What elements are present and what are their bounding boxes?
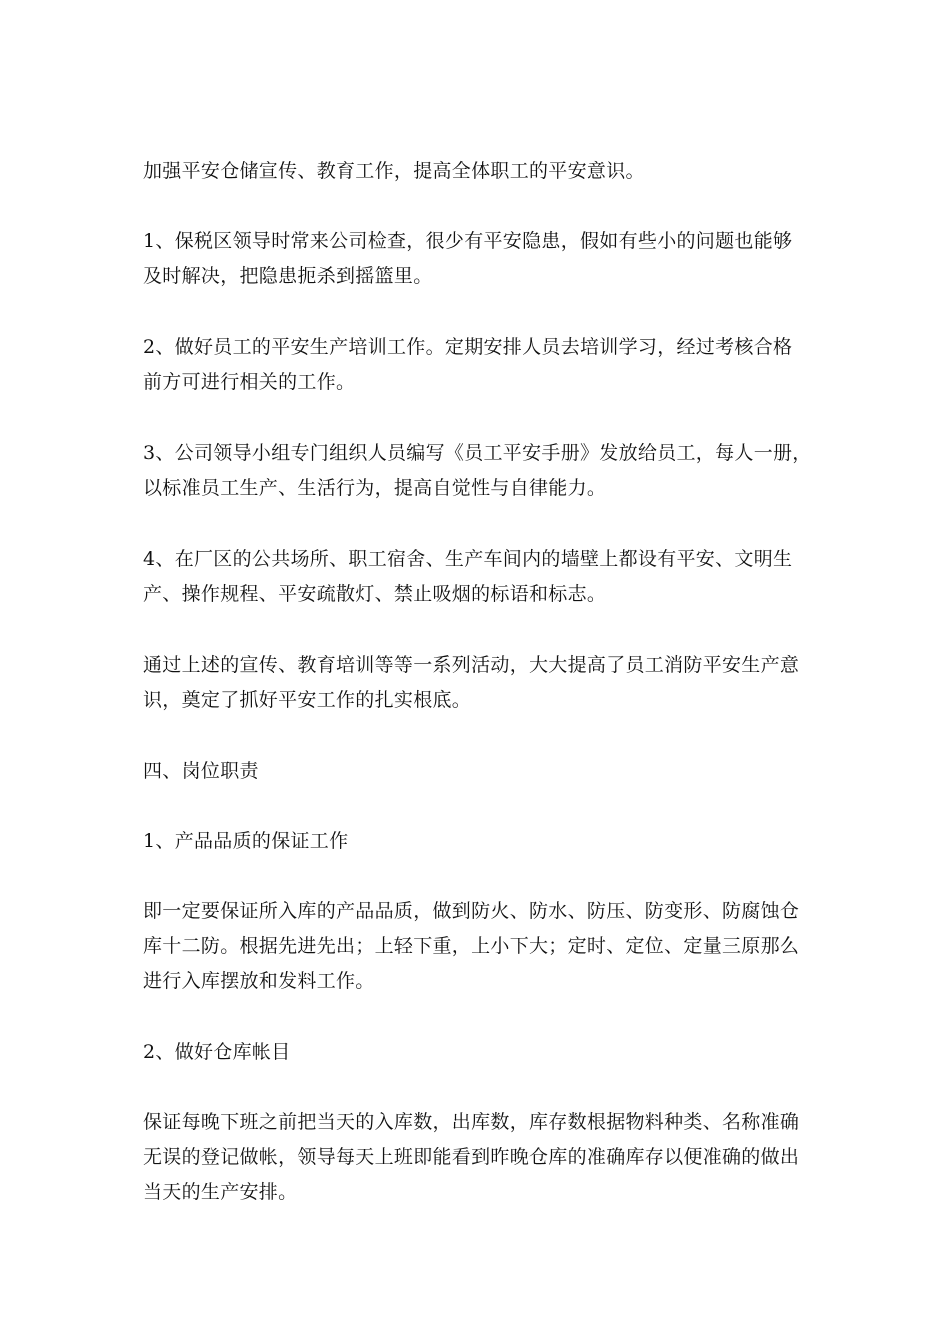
text-line: 即一定要保证所入库的产品品质，做到防火、防水、防压、防变形、防腐蚀仓 [143,900,800,922]
subheading-accounts [143,1035,815,1070]
text-line: 进行入库摆放和发料工作。 [143,970,375,992]
text-line: 前方可进行相关的工作。 [143,371,356,393]
text-line: 2、做好员工的平安生产培训工作。定期安排人员去培训学习，经过考核合格 [143,336,793,358]
text-line: 当天的生产安排。 [143,1181,298,1203]
text-line: 4、在厂区的公共场所、职工宿舍、生产车间内的墙壁上都设有平安、文明生 [143,548,793,570]
paragraph-item-2 [143,330,815,400]
text-line: 四、岗位职责 [143,760,259,782]
section-heading-duties [143,754,815,789]
text-line: 识，奠定了抓好平安工作的扎实根底。 [143,689,472,711]
text-line: 加强平安仓储宣传、教育工作，提高全体职工的平安意识。 [143,160,645,182]
paragraph-item-1 [143,224,815,294]
paragraph-quality-detail [143,894,815,999]
text-line: 3、公司领导小组专门组织人员编写《员工平安手册》发放给员工，每人一册， [143,442,812,464]
text-line: 2、做好仓库帐目 [143,1041,291,1063]
paragraph-item-3 [143,436,815,506]
subheading-quality [143,824,815,859]
text-line: 及时解决，把隐患扼杀到摇篮里。 [143,265,433,287]
paragraph-summary [143,648,815,718]
paragraph-safety-intro [143,154,815,189]
text-line: 库十二防。根据先进先出；上轻下重，上小下大；定时、定位、定量三原那么 [143,935,800,957]
paragraph-accounts-detail [143,1105,815,1210]
text-line: 产、操作规程、平安疏散灯、禁止吸烟的标语和标志。 [143,583,607,605]
text-line: 通过上述的宣传、教育培训等等一系列活动，大大提高了员工消防平安生产意 [143,654,800,676]
text-line: 以标准员工生产、生活行为，提高自觉性与自律能力。 [143,477,607,499]
text-line: 无误的登记做帐，领导每天上班即能看到昨晚仓库的准确库存以便准确的做出 [143,1146,800,1168]
paragraph-item-4 [143,542,815,612]
text-line: 1、保税区领导时常来公司检查，很少有平安隐患，假如有些小的问题也能够 [143,230,793,252]
text-line: 保证每晚下班之前把当天的入库数，出库数，库存数根据物料种类、名称准确 [143,1111,800,1133]
text-line: 1、产品品质的保证工作 [143,830,349,852]
